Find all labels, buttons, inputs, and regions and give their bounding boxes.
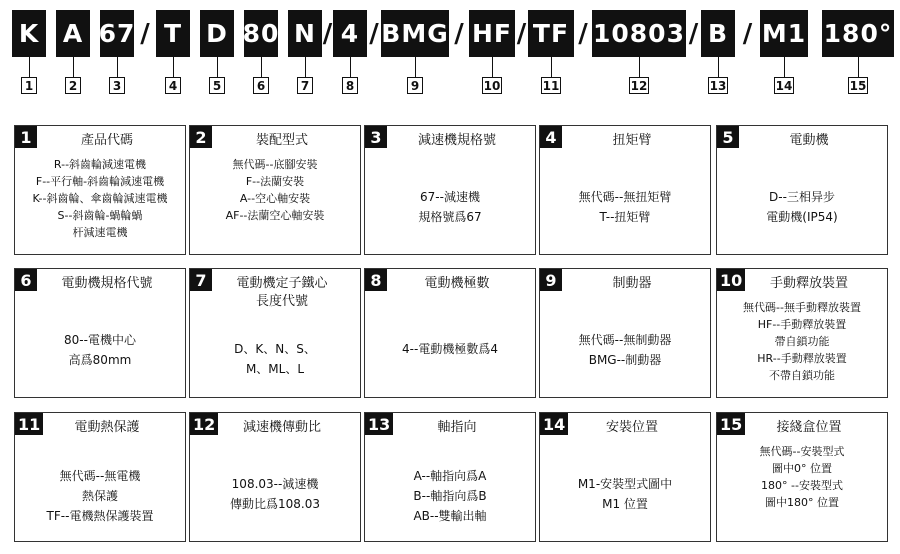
card-description-line: 無代碼--無扭矩臂: [578, 190, 672, 204]
code-connector-line: [73, 57, 74, 77]
card-description: [721, 299, 883, 384]
code-connector-line: [639, 57, 640, 77]
definition-card-12: [189, 412, 361, 542]
code-connector-line: [117, 57, 118, 77]
code-connector-line: [217, 57, 218, 77]
code-token: BMG: [381, 10, 449, 57]
code-index-number: 2: [65, 77, 81, 94]
card-description-line: AF--法蘭空心軸安裝: [225, 209, 325, 222]
card-number-badge: 4: [540, 126, 562, 148]
code-index-number: 3: [109, 77, 125, 94]
code-token: HF: [469, 10, 515, 57]
code-separator: /: [140, 19, 150, 49]
code-index-number: 1: [21, 77, 37, 94]
card-description: [369, 187, 531, 227]
card-description-line: 4--電動機極數爲4: [402, 341, 498, 356]
definition-card-1: [14, 125, 186, 255]
code-connector-line: [858, 57, 859, 77]
card-description-line: BMG--制動器: [588, 353, 662, 367]
definition-card-11: [14, 412, 186, 542]
card-title: 減速機規格號: [417, 133, 496, 148]
card-description-line: 熱保護: [81, 488, 118, 503]
code-connector-line: [350, 57, 351, 77]
card-description-line: M、ML、L: [245, 362, 305, 376]
card-description-line: 杆減速電機: [72, 226, 128, 239]
card-description-line: A--空心軸安裝: [239, 192, 311, 205]
card-description-line: K--斜齒輪、傘齒輪減速電機: [32, 192, 168, 205]
card-description-line: 80--電機中心: [64, 333, 136, 347]
card-description-line: D、K、N、S、: [234, 342, 316, 356]
code-token: M1: [760, 10, 808, 57]
code-connector-line: [173, 57, 174, 77]
code-separator: /: [454, 19, 464, 49]
card-description: [544, 474, 706, 514]
card-title: 電動機定子鐵心: [236, 276, 328, 291]
card-description: [194, 156, 356, 224]
code-connector-line: [718, 57, 719, 77]
code-separator: /: [578, 19, 588, 49]
code-index-number: 15: [849, 78, 867, 93]
card-description: [369, 466, 531, 526]
card-number-badge: 11: [15, 413, 43, 435]
card-description-line: AB--雙輸出軸: [413, 508, 487, 523]
code-separator: /: [688, 19, 699, 49]
card-number-badge: 15: [717, 413, 745, 435]
card-description-line: M1 位置: [602, 497, 648, 511]
card-description: [194, 474, 356, 514]
code-connector-line: [261, 57, 262, 77]
definition-card-6: [14, 268, 186, 398]
card-title: 減速機傳動比: [242, 420, 321, 435]
card-description-line: 帶自鎖功能: [774, 335, 830, 348]
code-token: B: [701, 10, 735, 57]
code-connector-line: [784, 57, 785, 77]
card-description: [19, 156, 181, 241]
definition-card-3: [364, 125, 536, 255]
definition-card-13: [364, 412, 536, 542]
definition-card-15: [716, 412, 888, 542]
card-description: [544, 187, 706, 227]
code-token: N: [288, 10, 322, 57]
card-description-line: B--軸指向爲B: [413, 488, 487, 503]
card-description-line: 無代碼--無電機: [59, 468, 141, 483]
card-title: 制動器: [612, 276, 652, 291]
card-description-line: D--三相异步: [769, 190, 835, 204]
card-description-line: 無代碼--無手動釋放裝置: [743, 301, 861, 314]
card-description-line: 67--減速機: [420, 190, 480, 204]
code-index-number: 6: [253, 77, 269, 94]
code-token: 67: [100, 10, 134, 57]
code-index-number: 5: [209, 77, 225, 94]
card-title: 裝配型式: [255, 133, 308, 148]
definition-card-8: [364, 268, 536, 398]
code-index-number: 7: [297, 77, 313, 94]
card-title: 電動機極數: [424, 276, 490, 291]
code-connector-line: [305, 57, 306, 77]
card-number-badge: 7: [190, 269, 212, 291]
code-token: TF: [528, 10, 574, 57]
code-separator: /: [322, 19, 333, 49]
card-description-line: M1-安裝型式圖中: [577, 477, 673, 491]
card-title: 軸指向: [437, 420, 477, 435]
card-number-badge: 8: [365, 269, 387, 291]
definition-card-14: [539, 412, 711, 542]
card-description-line: A--軸指向爲A: [413, 468, 487, 483]
card-number-badge: 5: [717, 126, 739, 148]
definition-card-10: [716, 268, 888, 398]
card-description-line: 無代碼--無制動器: [578, 333, 672, 347]
card-title: 接綫盒位置: [776, 420, 842, 435]
card-description-line: HF--手動釋放裝置: [757, 318, 847, 331]
code-index-number: 14: [775, 78, 793, 93]
card-description-line: 圖中180° 位置: [765, 496, 839, 509]
code-token: K: [12, 10, 46, 57]
card-number-badge: 14: [540, 413, 568, 435]
card-description-line: 高爲80mm: [68, 353, 132, 367]
card-description-line: 108.03--減速機: [231, 477, 319, 491]
code-index-number: 10: [483, 78, 501, 93]
card-description-line: F--法蘭安裝: [245, 175, 305, 188]
card-description: [369, 339, 531, 359]
card-description-line: TF--電機熱保護裝置: [46, 508, 154, 523]
card-title: 扭矩臂: [612, 133, 652, 148]
code-token: A: [56, 10, 90, 57]
card-description: [19, 330, 181, 370]
card-description-line: F--平行軸-斜齒輪減速電機: [35, 175, 165, 188]
card-number-badge: 12: [190, 413, 218, 435]
code-index-number: 9: [407, 77, 423, 94]
code-connector-line: [415, 57, 416, 77]
code-index-number: 4: [165, 77, 181, 94]
code-token: T: [156, 10, 190, 57]
code-token: 80: [244, 10, 278, 57]
card-description-line: S--斜齒輪-蝸輪蝸: [57, 209, 143, 222]
definition-card-7: [189, 268, 361, 398]
definition-card-9: [539, 268, 711, 398]
card-title-line2: 長度代號: [255, 294, 308, 309]
code-token: 180°: [822, 10, 894, 57]
card-description-line: 規格號爲67: [418, 210, 482, 224]
card-description-line: HR--手動釋放裝置: [757, 352, 847, 365]
code-connector-line: [551, 57, 552, 77]
card-description-line: 不帶自鎖功能: [769, 369, 835, 382]
card-description: [19, 466, 181, 526]
code-index-number: 13: [709, 78, 727, 93]
definition-card-4: [539, 125, 711, 255]
code-separator: /: [516, 19, 527, 49]
card-title: 安裝位置: [605, 420, 658, 435]
card-description-line: T--扭矩臂: [599, 210, 651, 224]
card-description-line: R--斜齒輪減速電機: [53, 158, 147, 171]
card-description-line: 180° --安裝型式: [761, 479, 843, 492]
code-token: 10803: [592, 10, 686, 57]
code-connector-line: [492, 57, 493, 77]
card-title: 產品代碼: [80, 133, 133, 148]
card-title: 電動熱保護: [74, 420, 140, 435]
card-description-line: 傳動比爲108.03: [230, 497, 320, 511]
card-description: [194, 339, 356, 379]
card-number-badge: 2: [190, 126, 212, 148]
code-index-number: 8: [342, 77, 358, 94]
card-number-badge: 6: [15, 269, 37, 291]
card-number-badge: 13: [365, 413, 393, 435]
code-separator: /: [742, 19, 753, 49]
code-token: 4: [333, 10, 367, 57]
card-number-badge: 9: [540, 269, 562, 291]
code-index-number: 12: [630, 78, 648, 93]
card-description: [721, 187, 883, 227]
card-title: 手動釋放裝置: [769, 276, 848, 291]
code-separator: /: [369, 19, 379, 49]
card-number-badge: 10: [717, 269, 745, 291]
card-description: [721, 443, 883, 511]
card-title: 電動機規格代號: [61, 276, 153, 291]
code-connector-line: [29, 57, 30, 77]
definition-card-5: [716, 125, 888, 255]
card-description-line: 無代碼--安裝型式: [759, 445, 845, 458]
card-number-badge: 3: [365, 126, 387, 148]
definition-card-2: [189, 125, 361, 255]
code-index-number: 11: [542, 78, 560, 93]
card-description-line: 圖中0° 位置: [772, 462, 832, 475]
card-number-badge: 1: [15, 126, 37, 148]
card-description: [544, 330, 706, 370]
code-token: D: [200, 10, 234, 57]
card-title: 電動機: [789, 133, 829, 148]
card-description-line: 無代碼--底腳安裝: [232, 158, 318, 171]
card-description-line: 電動機(IP54): [766, 210, 838, 224]
